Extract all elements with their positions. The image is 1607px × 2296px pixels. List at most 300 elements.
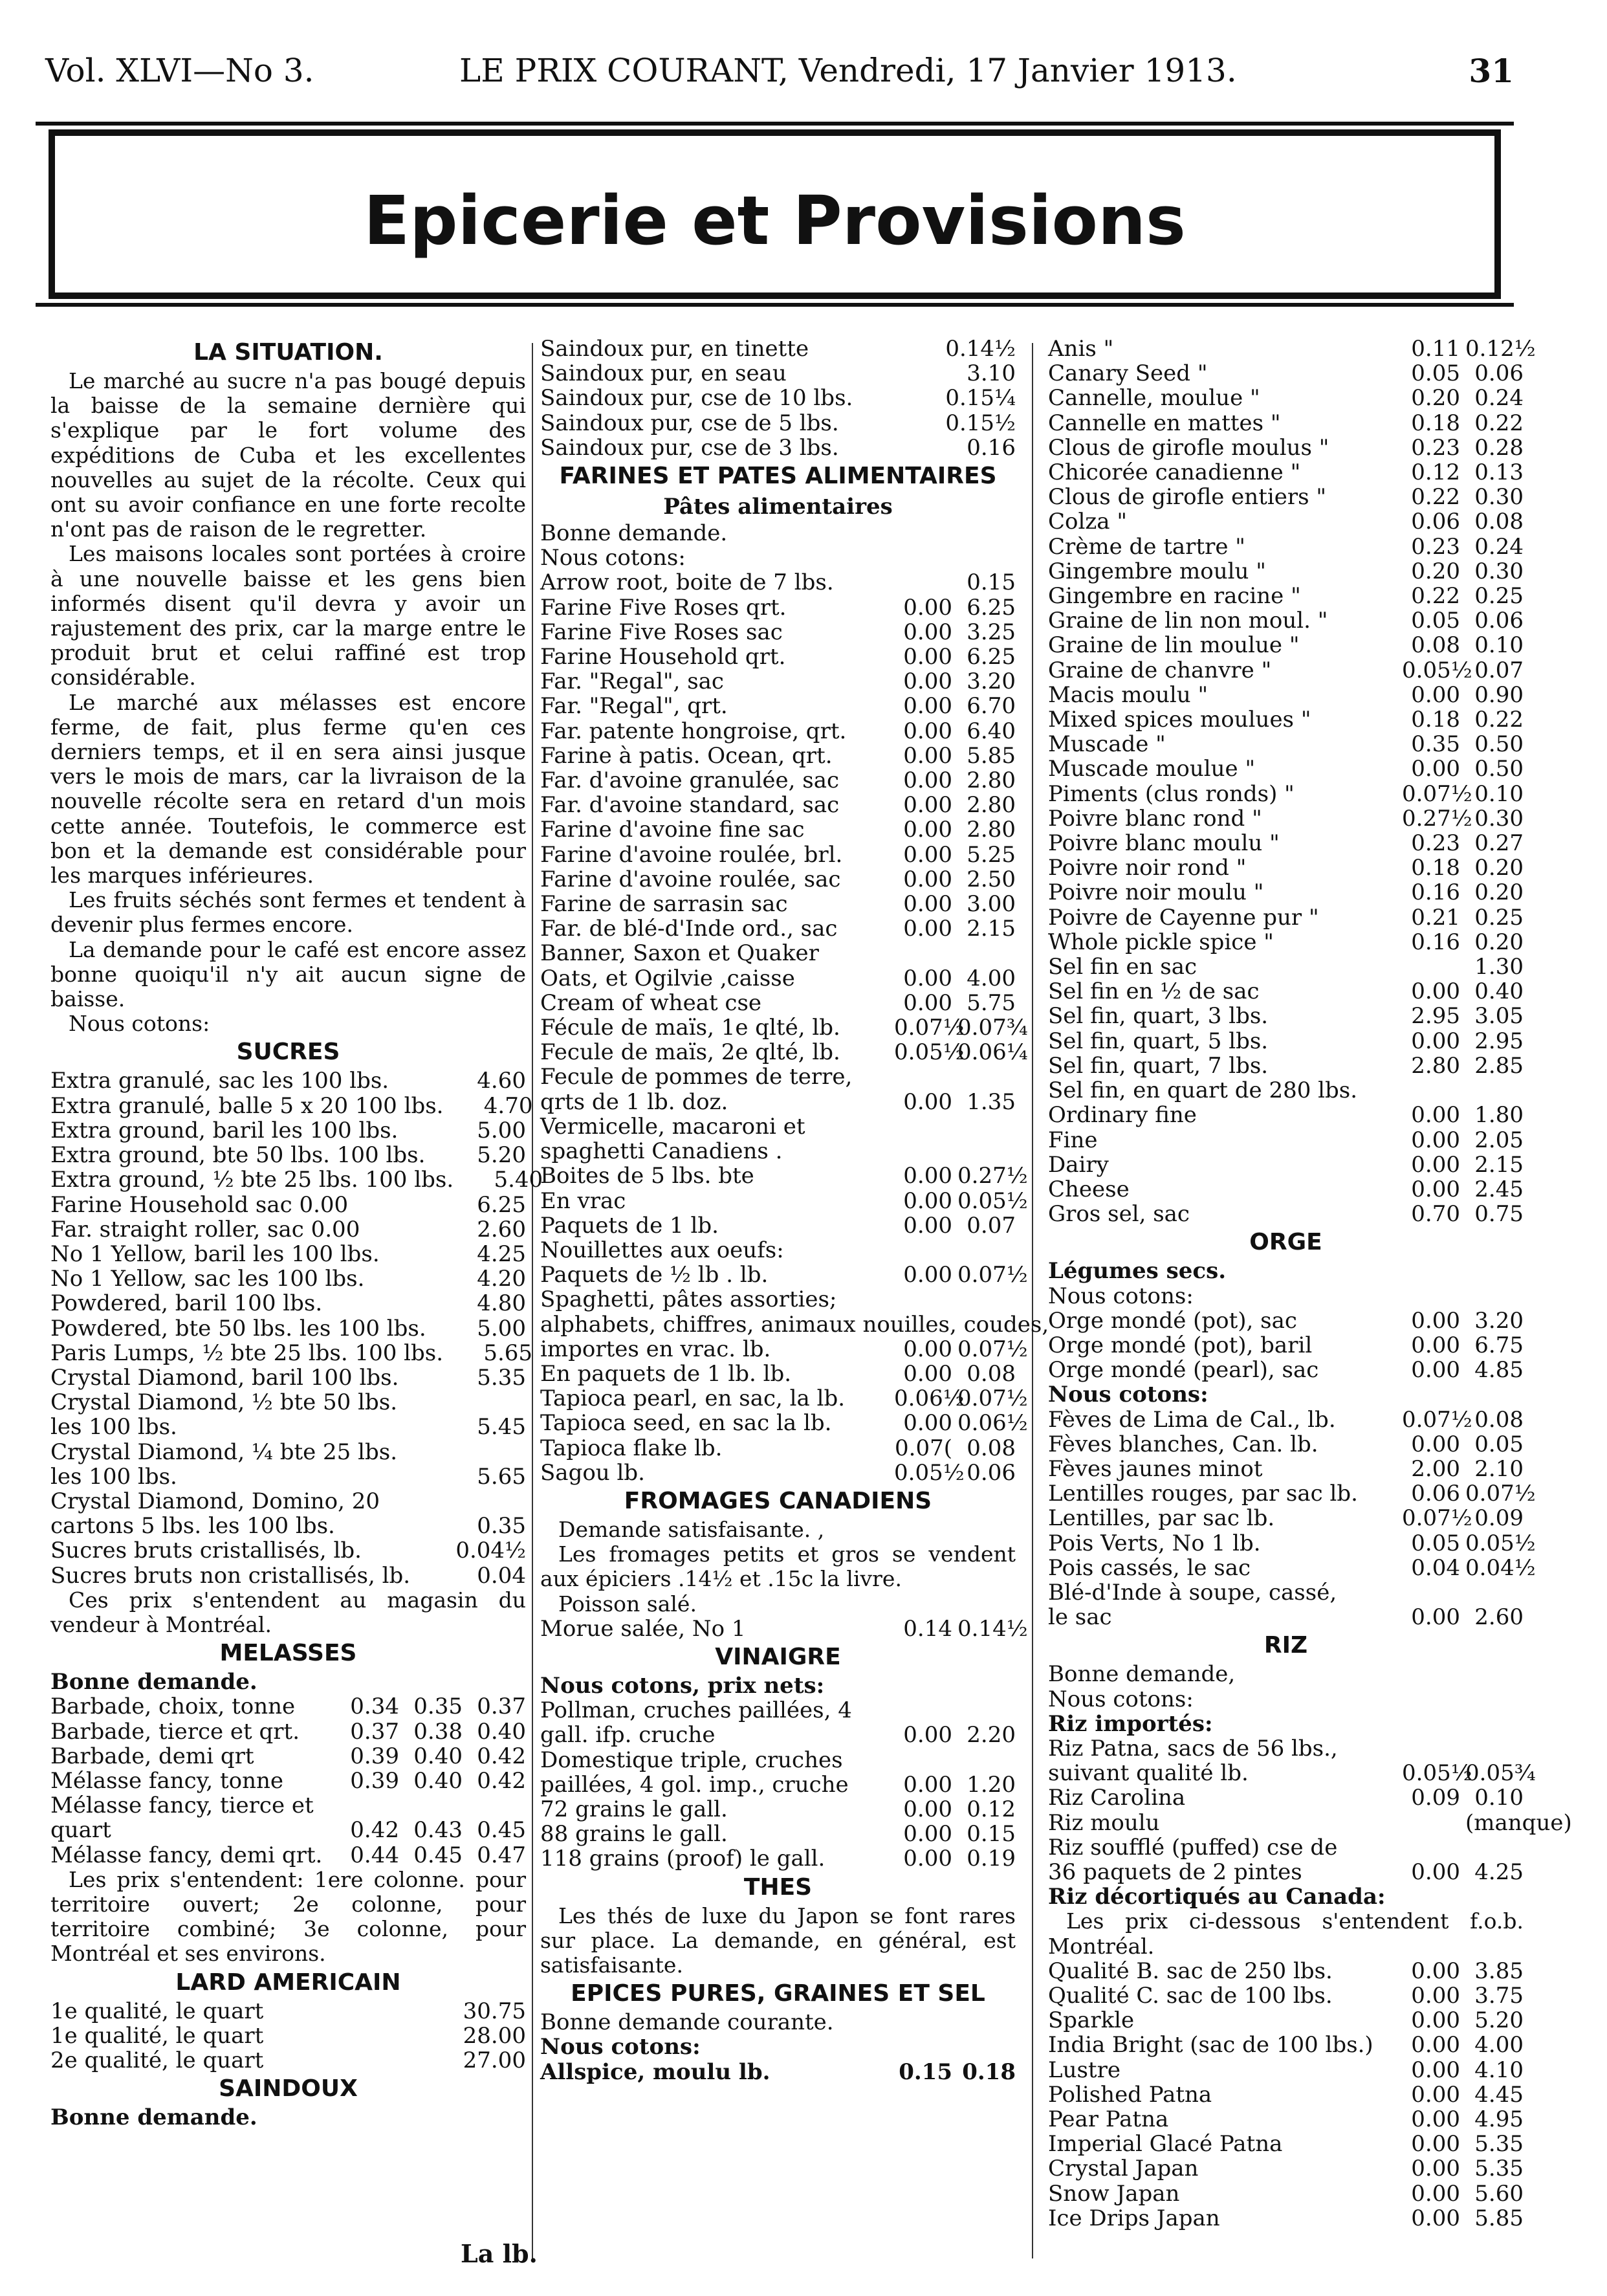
section-title-epices: EPICES PURES, GRAINES ET SEL [571, 1980, 985, 2007]
price-row [540, 916, 1016, 941]
item-price: 27.00 [463, 2048, 526, 2073]
price-row [50, 1769, 526, 1793]
price-row [1048, 880, 1524, 905]
item-price: 0.00 [1411, 1176, 1460, 1202]
price-row [1048, 2082, 1524, 2107]
item-price: 5.60 [1474, 2180, 1524, 2207]
price-row [50, 1489, 526, 1514]
item-label: Morue salée, No 1 [540, 1615, 746, 1642]
intro-line: Nous cotons, prix nets: [540, 1672, 825, 1699]
price-row [540, 1065, 1016, 1089]
item-label: Powdered, baril 100 lbs. [50, 1290, 323, 1317]
item-price: 2.10 [1474, 1455, 1524, 1482]
item-price: 0.19 [967, 1846, 1016, 1872]
price-row [540, 620, 1016, 645]
item-price: 0.07½ [894, 1015, 965, 1041]
price-row [50, 1266, 526, 1291]
item-price: 0.00 [903, 916, 952, 942]
price-row [50, 1242, 526, 1266]
price-row [1048, 1481, 1536, 1507]
item-price: 0.00 [903, 1722, 952, 1749]
price-row [1048, 658, 1524, 683]
price-row [540, 1436, 1016, 1461]
intro-line: Nous cotons: [1048, 1686, 1194, 1712]
item-price: 0.16 [1411, 929, 1460, 955]
item-label: Cheese [1048, 1176, 1130, 1202]
price-row [540, 1797, 1016, 1822]
fromages-text: Demande satisfaisante. , [558, 1516, 825, 1542]
item-price: 0.24 [1474, 533, 1524, 560]
item-label: Far. straight roller, sac 0.00 [50, 1216, 360, 1242]
item-label: Qualité C. sac de 100 lbs. [1048, 1983, 1333, 2009]
item-label: India Bright (sac de 100 lbs.) [1048, 2032, 1373, 2059]
item-price: 0.18 [1411, 410, 1460, 436]
item-price: 3.85 [1474, 1958, 1524, 1984]
intro-line: Nous cotons: [1048, 1382, 1208, 1408]
intro-line: Bonne demande, [1048, 1661, 1236, 1688]
item-price: 0.00 [903, 817, 952, 843]
situation-paragraph: Nous cotons: [69, 1011, 210, 1037]
section-title-orge: ORGE [1249, 1229, 1322, 1256]
price-row [1048, 905, 1524, 930]
price-row [540, 892, 1016, 916]
item-price: 3.75 [1474, 1983, 1524, 2009]
thes-text: Les thés de luxe du Japon se font rares sur place. La demande, en général, est satisfaisante. [540, 1903, 1016, 1978]
price-row [1048, 1605, 1524, 1629]
item-label: les 100 lbs. [50, 1414, 177, 1441]
item-price: 0.00 [1411, 1332, 1460, 1358]
item-price: 0.15¼ [945, 385, 1016, 412]
price-row [540, 1748, 1016, 1772]
item-price: 0.06½ [957, 1410, 1028, 1437]
item-label: Powdered, bte 50 lbs. les 100 lbs. [50, 1315, 426, 1341]
item-price: 0.07½ [957, 1385, 1028, 1412]
item-label: 118 grains (proof) le gall. [540, 1846, 825, 1872]
price-row [540, 1410, 1028, 1437]
item-price: 0.00 [1411, 681, 1460, 708]
price-row [1048, 1580, 1524, 1605]
section-title-saindoux: SAINDOUX [219, 2075, 358, 2103]
item-price: 0.40 [477, 1718, 526, 1745]
item-price: 0.05½ [1402, 1760, 1472, 1787]
item-label: Farine d'avoine roulée, brl. [540, 841, 843, 868]
item-price: 0.00 [903, 1262, 952, 1288]
price-row [1048, 1103, 1524, 1127]
price-row [1048, 386, 1524, 410]
item-price: 0.00 [1411, 1307, 1460, 1334]
item-price: 2.15 [967, 916, 1016, 942]
price-row [50, 1464, 526, 1489]
item-price: 0.42 [477, 1743, 526, 1769]
item-label: Muscade moulue " [1048, 756, 1256, 782]
item-label: Qualité B. sac de 250 lbs. [1048, 1958, 1333, 1984]
item-label: Fecule de maïs, 2e qlté, lb. [540, 1039, 840, 1066]
price-row [1048, 979, 1524, 1004]
price-row [50, 2048, 526, 2073]
item-label: Sel fin, en quart de 280 lbs. [1048, 1077, 1358, 1104]
item-price: 5.35 [477, 1364, 526, 1391]
item-price: 0.05½ [894, 1039, 965, 1066]
item-label: Cream of wheat cse [540, 989, 762, 1016]
item-price: 0.04½ [1465, 1554, 1536, 1581]
item-price: 0.39 [350, 1743, 399, 1769]
item-label: Sagou lb. [540, 1459, 645, 1486]
price-row [50, 1390, 526, 1415]
item-label: Orge mondé (pot), baril [1048, 1332, 1313, 1358]
price-row [540, 991, 1016, 1015]
item-price: 0.00 [1411, 2081, 1460, 2108]
item-label: Graine de lin moulue " [1048, 632, 1300, 659]
price-row [540, 1015, 1028, 1041]
price-row [1048, 1432, 1524, 1457]
item-label: Farine Household qrt. [540, 644, 786, 670]
item-price: 0.16 [1411, 879, 1460, 906]
item-label: Vermicelle, macaroni et [540, 1113, 805, 1140]
item-label: Muscade " [1048, 731, 1166, 758]
item-price: 6.75 [1474, 1332, 1524, 1358]
price-row [1048, 806, 1524, 831]
item-price: 0.40 [1474, 978, 1524, 1005]
item-price: 0.05 [1411, 608, 1460, 634]
item-label: Macis moulu " [1048, 681, 1208, 708]
price-row [50, 1719, 526, 1744]
column-divider [532, 343, 533, 2258]
fromages-text: Les fromages petits et gros se vendent aux épiciers .14½ et .15c la livre. [540, 1541, 1016, 1592]
item-price: 0.00 [903, 792, 952, 819]
price-row [50, 1118, 526, 1143]
item-price: 0.07½ [1402, 780, 1472, 807]
item-price: 2.95 [1411, 1003, 1460, 1030]
item-label: Lustre [1048, 2057, 1121, 2083]
item-label: Extra ground, baril les 100 lbs. [50, 1117, 399, 1143]
item-price: 4.25 [1474, 1859, 1524, 1885]
item-label: 36 paquets de 2 pintes [1048, 1859, 1302, 1885]
item-label: Barbade, demi qrt [50, 1743, 254, 1769]
item-price: 0.00 [903, 1360, 952, 1387]
item-price: 2.80 [967, 767, 1016, 794]
item-label: Cannelle, moulue " [1048, 385, 1260, 412]
item-price: 0.08 [1411, 632, 1460, 659]
situation-title: LA SITUATION. [193, 339, 383, 366]
item-label: En vrac [540, 1187, 626, 1214]
item-label: Orge mondé (pearl), sac [1048, 1357, 1319, 1384]
item-label: Farine de sarrasin sac [540, 891, 788, 918]
item-price: 6.70 [967, 693, 1016, 720]
demand-note: Bonne demande. [50, 1669, 257, 1695]
item-price: 0.30 [1474, 558, 1524, 584]
item-price: 0.00 [903, 718, 952, 744]
item-label: Pear Patna [1048, 2106, 1169, 2133]
item-price: 3.00 [967, 891, 1016, 918]
item-price: 0.08 [1474, 1406, 1524, 1433]
item-price: 0.22 [1474, 410, 1524, 436]
intro-line: Nous cotons: [540, 545, 686, 571]
price-row [50, 1365, 526, 1390]
section-title-riz: RIZ [1263, 1632, 1308, 1659]
price-row [50, 2024, 526, 2048]
item-price: 4.60 [477, 1068, 526, 1094]
item-price: 0.37 [477, 1694, 526, 1720]
item-price: 0.39 [350, 1767, 399, 1794]
item-price: 0.34 [350, 1694, 399, 1720]
item-label: Poivre blanc moulu " [1048, 830, 1280, 857]
item-label: Extra ground, bte 50 lbs. 100 lbs. [50, 1142, 426, 1169]
item-label: Mélasse fancy, demi qrt. [50, 1842, 323, 1868]
item-price: 0.06 [1411, 509, 1460, 535]
price-row [1048, 1153, 1524, 1177]
price-row [1048, 1554, 1536, 1581]
item-label: Far. "Regal", sac [540, 668, 724, 695]
item-price: 1.35 [967, 1088, 1016, 1115]
item-price: 0.47 [477, 1842, 526, 1868]
item-price: 0.00 [1411, 2131, 1460, 2158]
item-label: Farine d'avoine roulée, sac [540, 866, 841, 892]
item-label: Farine d'avoine fine sac [540, 817, 805, 843]
item-price: 0.05½ [894, 1459, 965, 1486]
price-row [540, 1336, 1028, 1362]
item-price: 0.00 [1411, 756, 1460, 782]
item-price: 0.00 [903, 693, 952, 720]
item-price: 0.05 [1411, 360, 1460, 387]
item-price: 0.45 [413, 1842, 463, 1868]
item-price: 2.50 [967, 866, 1016, 892]
section-title-sucres: SUCRES [236, 1039, 340, 1066]
price-row [50, 1793, 526, 1818]
price-row [1048, 460, 1524, 485]
item-price: 6.25 [477, 1191, 526, 1218]
item-price: 5.85 [967, 742, 1016, 769]
item-label: En paquets de 1 lb. lb. [540, 1360, 792, 1387]
item-label: alphabets, chiffres, animaux nouilles, coudes, [540, 1311, 1049, 1338]
item-label: Far. d'avoine standard, sac [540, 792, 840, 819]
item-price: 2.05 [1474, 1127, 1524, 1153]
item-price: 0.00 [1411, 1958, 1460, 1984]
item-label: Sel fin, quart, 7 lbs. [1048, 1052, 1269, 1079]
section-title-farines: FARINES ET PATES ALIMENTAIRES [559, 463, 997, 490]
item-price: 0.00 [903, 866, 952, 892]
item-price: 3.20 [1474, 1307, 1524, 1334]
item-label: Saindoux pur, cse de 3 lbs. [540, 434, 839, 461]
section-title-thes: THES [743, 1873, 813, 1901]
item-label: Extra granulé, sac les 100 lbs. [50, 1068, 389, 1094]
item-label: 88 grains le gall. [540, 1821, 728, 1848]
situation-paragraph: Le marché aux mélasses est encore ferme, de fait, plus ferme qu'en ces derniers temps, et il en sera ainsi jusque vers le mois de mars, car la livraison de la nouvelle récolte sera en retard d'un mois cette année. Toutefois, le commerce est bon et la demande est considérable pour les marques inférieures. [50, 689, 526, 889]
item-price: 0.21 [1411, 904, 1460, 931]
item-price: 0.10 [1474, 632, 1524, 659]
price-row [540, 1139, 1016, 1164]
item-label: Nouillettes aux oeufs: [540, 1237, 784, 1263]
price-row [540, 1163, 1028, 1189]
item-label: Extra ground, ½ bte 25 lbs. 100 lbs. [50, 1167, 454, 1193]
price-row [540, 1213, 1016, 1238]
price-row [50, 1092, 533, 1119]
item-price: 0.07( [895, 1435, 952, 1461]
item-label: Gingembre en racine " [1048, 583, 1301, 610]
item-price: 5.45 [477, 1414, 526, 1441]
price-row [1048, 1983, 1524, 2008]
price-row [1048, 1835, 1524, 1860]
price-row [540, 694, 1016, 718]
price-row [50, 1999, 526, 2024]
situation-paragraph: Les fruits séchés sont fermes et tendent à devenir plus fermes encore. [50, 887, 526, 938]
item-price: 0.15 [967, 1821, 1016, 1848]
price-row [540, 361, 1016, 386]
item-label: Dairy [1048, 1151, 1109, 1178]
item-price: 0.06 [1411, 1481, 1460, 1507]
item-price: 0.04½ [455, 1538, 526, 1564]
price-row [50, 1818, 526, 1842]
price-row [1048, 1004, 1524, 1028]
item-price: 5.20 [477, 1142, 526, 1169]
item-label: Graine de chanvre " [1048, 657, 1272, 683]
price-row [1048, 1333, 1524, 1358]
item-label: Sel fin, quart, 3 lbs. [1048, 1003, 1269, 1030]
item-price: 0.27½ [957, 1163, 1028, 1189]
item-price: 3.25 [967, 619, 1016, 645]
price-row [540, 744, 1016, 768]
item-label: Riz Patna, sacs de 56 lbs., [1048, 1735, 1338, 1761]
item-label: Saindoux pur, cse de 5 lbs. [540, 410, 839, 436]
price-row [1048, 2058, 1524, 2082]
item-price: 0.40 [413, 1767, 463, 1794]
item-price: 0.30 [1474, 484, 1524, 511]
item-price: 4.25 [477, 1241, 526, 1267]
price-row [1048, 1358, 1524, 1382]
price-row [1048, 1457, 1524, 1481]
item-label: Far. "Regal", qrt. [540, 693, 728, 720]
item-price: 0.22 [1411, 484, 1460, 511]
item-label: Crystal Diamond, ½ bte 50 lbs. [50, 1389, 398, 1416]
item-price: 4.95 [1474, 2106, 1524, 2133]
item-price: 0.23 [1411, 533, 1460, 560]
melasses-note: Les prix s'entendent: 1ere colonne. pour territoire ouvert; 2e colonne, pour territoire combiné; 3e colonne, pour Montréal et ses environs. [50, 1866, 526, 1967]
journal-date: LE PRIX COURANT, Vendredi, 17 Janvier 1913. [459, 52, 1237, 89]
intro-line: Nous cotons: [1048, 1283, 1194, 1309]
item-price: 2.45 [1474, 1176, 1524, 1202]
item-label: Sel fin en ½ de sac [1048, 978, 1260, 1005]
item-label: Mixed spices moulues " [1048, 707, 1311, 733]
column-1 [50, 337, 543, 2271]
item-label: Domestique triple, cruches [540, 1747, 843, 1773]
demand-note: Bonne demande. [50, 2104, 257, 2131]
item-label: Pois Verts, No 1 lb. [1048, 1530, 1261, 1556]
item-price: 3.10 [967, 360, 1016, 387]
item-price: 1.30 [1474, 954, 1524, 980]
item-label: Saindoux pur, cse de 10 lbs. [540, 385, 853, 412]
price-row [540, 1772, 1016, 1797]
item-price: 0.07½ [1402, 1505, 1472, 1532]
item-label: Lentilles rouges, par sac lb. [1048, 1481, 1358, 1507]
item-price: 0.30 [1474, 805, 1524, 832]
item-label: Imperial Glacé Patna [1048, 2131, 1283, 2158]
item-price: 2.20 [967, 1722, 1016, 1749]
item-price: 0.00 [1411, 1028, 1460, 1054]
item-price: 0.00 [1411, 2180, 1460, 2207]
price-row [540, 768, 1016, 793]
item-price: 0.00 [903, 965, 952, 991]
item-price: 5.40 [494, 1167, 543, 1193]
item-price: 0.27½ [1402, 805, 1472, 832]
price-row [540, 1461, 1016, 1485]
item-price: 0.00 [1411, 978, 1460, 1005]
item-price: 0.14 [903, 1615, 952, 1642]
item-price: 0.00 [1411, 2156, 1460, 2182]
item-label: Tapioca flake lb. [540, 1435, 723, 1461]
item-price: 2.60 [1474, 1604, 1524, 1631]
price-row [50, 1143, 526, 1167]
price-row [1048, 782, 1524, 806]
price-row [540, 1311, 1049, 1338]
item-price: 0.14½ [945, 336, 1016, 362]
item-price: 0.00 [903, 742, 952, 769]
item-price: 2.80 [967, 792, 1016, 819]
item-price: (manque) [1465, 1809, 1572, 1836]
item-label: Crystal Diamond, baril 100 lbs. [50, 1364, 399, 1391]
item-price: 0.04 [477, 1562, 526, 1589]
price-row [50, 1563, 526, 1588]
item-price: 0.00 [903, 1163, 952, 1189]
item-label: Spaghetti, pâtes assorties; [540, 1286, 837, 1313]
item-price: 0.40 [413, 1743, 463, 1769]
item-label: Saindoux pur, en seau [540, 360, 787, 387]
item-label: Clous de girofle moulus " [1048, 434, 1329, 461]
item-price: 0.00 [1411, 2057, 1460, 2083]
price-row [540, 1039, 1028, 1066]
item-price: 0.27 [1474, 830, 1524, 857]
item-label: Poivre blanc rond " [1048, 805, 1262, 832]
item-price: 0.18 [1411, 707, 1460, 733]
item-price: 0.20 [1411, 385, 1460, 412]
item-price: 0.00 [903, 891, 952, 918]
price-row [540, 411, 1016, 436]
item-price: 5.00 [477, 1315, 526, 1341]
item-price: 3.20 [967, 668, 1016, 695]
item-price: 0.06 [1474, 608, 1524, 634]
item-price: 0.09 [1474, 1505, 1524, 1532]
item-price: 0.35 [477, 1513, 526, 1540]
item-label: Crystal Japan [1048, 2156, 1199, 2182]
price-row [1048, 855, 1524, 880]
page-number: 31 [1469, 52, 1514, 90]
running-header [45, 52, 1514, 97]
price-row [1048, 2033, 1524, 2057]
price-row [540, 1615, 1028, 1642]
item-price: 0.23 [1411, 830, 1460, 857]
item-label: Clous de girofle entiers " [1048, 484, 1326, 511]
item-label: Gros sel, sac [1048, 1201, 1190, 1228]
item-label: Ordinary fine [1048, 1102, 1197, 1129]
item-label: Far. de blé-d'Inde ord., sac [540, 916, 838, 942]
item-label: Fine [1048, 1127, 1098, 1153]
item-price: 0.20 [1474, 855, 1524, 881]
item-label: quart [50, 1817, 111, 1844]
item-price: 0.35 [1411, 731, 1460, 758]
item-label: Crystal Diamond, ¼ bte 25 lbs. [50, 1439, 398, 1465]
item-price: 0.09 [1411, 1785, 1460, 1811]
item-label: Riz moulu [1048, 1809, 1160, 1836]
intro-line: Riz décortiqués au Canada: [1048, 1884, 1386, 1910]
item-price: 0.07 [967, 1212, 1016, 1239]
item-label: Sel fin, quart, 5 lbs. [1048, 1028, 1269, 1054]
item-price: 0.07½ [1402, 1406, 1472, 1433]
price-row [540, 843, 1016, 867]
price-row [540, 1287, 1016, 1312]
item-label: No 1 Yellow, baril les 100 lbs. [50, 1241, 380, 1267]
item-price: 5.00 [477, 1117, 526, 1143]
price-row [50, 1316, 526, 1341]
item-label: Polished Patna [1048, 2081, 1212, 2108]
price-row [50, 1167, 543, 1193]
